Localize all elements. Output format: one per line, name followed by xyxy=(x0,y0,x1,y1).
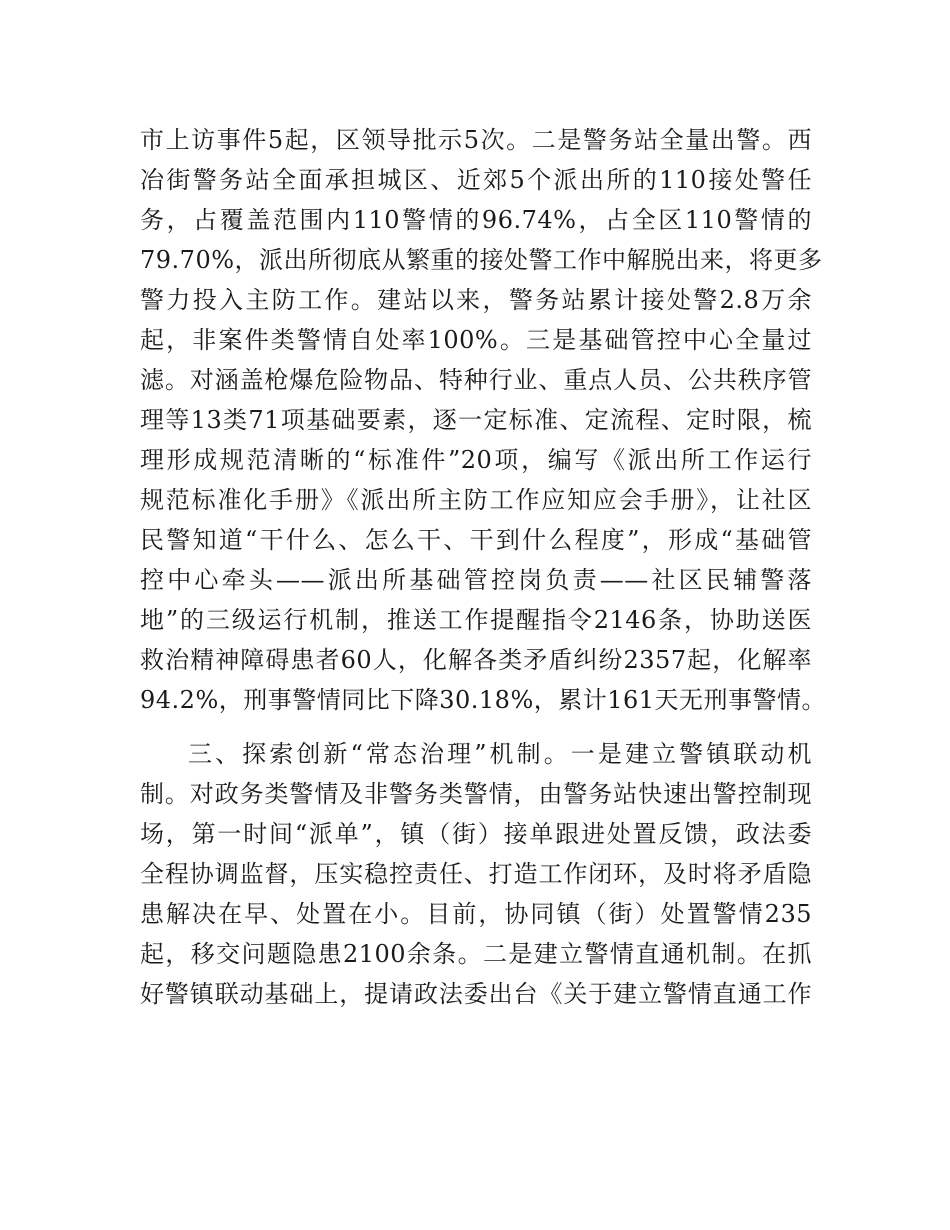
text-line: 场，第一时间“派单”，镇（街）接单跟进处置反馈，政法委 xyxy=(140,820,812,848)
text-line: 好警镇联动基础上，提请政法委出台《关于建立警情直通工作 xyxy=(140,980,812,1008)
text-line: 警力投入主防工作。建站以来，警务站累计接处警2.8万余 xyxy=(140,286,812,314)
text-line: 全程协调监督，压实稳控责任、打造工作闭环，及时将矛盾隐 xyxy=(140,860,812,888)
text-line: 制。对政务类警情及非警务类警情，由警务站快速出警控制现 xyxy=(140,780,812,808)
text-line: 冶街警务站全面承担城区、近郊5个派出所的110接处警任 xyxy=(140,166,812,194)
text-line: 救治精神障碍患者60人，化解各类矛盾纠纷2357起，化解率 xyxy=(140,646,812,674)
paragraph-1 xyxy=(140,120,827,720)
text-line: 地”的三级运行机制，推送工作提醒指令2146条，协助送医 xyxy=(140,606,812,634)
text-line: 起，移交问题隐患2100余条。二是建立警情直通机制。在抓 xyxy=(140,940,812,968)
text-line: 理形成规范清晰的“标准件”20项，编写《派出所工作运行 xyxy=(140,446,812,474)
paragraph-2 xyxy=(140,734,812,1014)
section-heading-line: 三、探索创新“常态治理”机制。一是建立警镇联动机 xyxy=(188,740,812,768)
text-line: 患解决在早、处置在小。目前，协同镇（街）处置警情235 xyxy=(140,900,812,928)
text-line: 理等13类71项基础要素，逐一定标准、定流程、定时限，梳 xyxy=(140,406,812,434)
text-line: 起，非案件类警情自处率100%。三是基础管控中心全量过 xyxy=(140,326,812,354)
paragraph-spacer xyxy=(140,720,812,734)
text-line: 民警知道“干什么、怎么干、干到什么程度”，形成“基础管 xyxy=(140,526,812,554)
document-body xyxy=(140,120,827,1014)
text-line: 控中心牵头——派出所基础管控岗负责——社区民辅警落 xyxy=(140,566,812,594)
text-line: 务，占覆盖范围内110警情的96.74%，占全区110警情的 xyxy=(140,206,812,234)
text-line: 市上访事件5起，区领导批示5次。二是警务站全量出警。西 xyxy=(140,126,812,154)
text-line: 79.70%，派出所彻底从繁重的接处警工作中解脱出来，将更多 xyxy=(140,246,823,274)
text-line: 规范标准化手册》《派出所主防工作应知应会手册》，让社区 xyxy=(140,486,812,514)
text-line: 94.2%，刑事警情同比下降30.18%，累计161天无刑事警情。 xyxy=(140,686,827,714)
text-line: 滤。对涵盖枪爆危险物品、特种行业、重点人员、公共秩序管 xyxy=(140,366,812,394)
